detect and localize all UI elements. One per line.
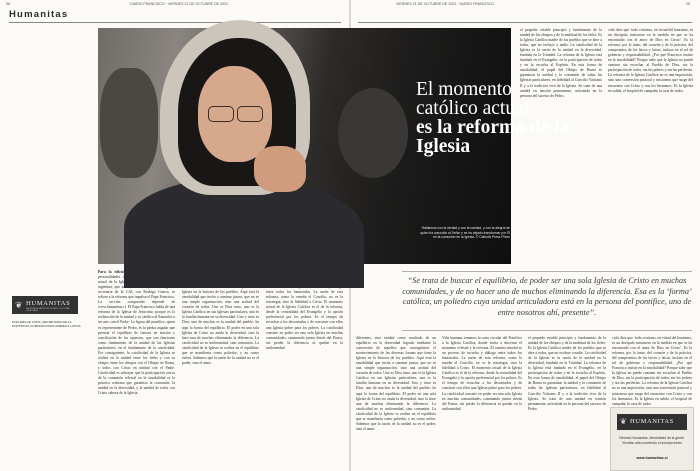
eagle-icon: ❦ (15, 300, 23, 310)
article-column-5: ciclo diez que ‘todo cristiano, en virtud del bautismo, es un discípulo misionero en la medida en que se ha encontrado con el amor de Dios en Cristo’. Es la reforma, por lo tanto, del corazón y de la práctica, del compromiso de los laicos y laicas, incluso en el rol de gobierno y responsabilidad. ¿Por qué Francisco insiste en la sinodalidad? Porque sabe que la Iglesia no puede caminar sin escuchar al Pueblo de Dios, sin la participación de todos, sin los pobres y sin las periferias. La reforma de la Iglesia Católica no es una imposición, sino una conversión pastoral y misionera que surge del encuentro con Cristo y con los hermanos. Es la Iglesia en salida, el hospital de campaña, la casa de todos. (608, 28, 693, 93)
headline-line-1: El momento (416, 79, 512, 100)
article-column-1: Para la edición n°600 de Humanitas diez personalidades reflexionaron sobre el momento actual de la Iglesia. Emilce Cuda, teóloga laica argentina, que actualmente comparte el cargo de secretaria de la CAL con Rodrigo Guerra, se refiere a la reforma que impulsa el Papa Francisco. La sección compartida depende de www.humanitas.cl. El Papa Francisco habla de una reforma de la Iglesia de Jesucristo porque es la realización de la unidad y es católica al llamarlos a ser uno con el Padre. La figura del pontífice, quien es representante de Pedro, es la piedra angular que permite el equilibrio de fuerzas en tensión y conciliación de los opuestos, que son funciones como fundamento de la unidad de las Iglesias particulares, en el fundamento de la catolicidad. Por consiguiente, la catolicidad de la Iglesia se realiza en la unidad entre los fieles y con su obispo; entre los obispos con el Obispo de Roma, y todos con Cristo en unidad con el Padre. Catolicidad es subrayar que la participación activa de la comunión eclesial en la sinodalidad es la práctica cristiana que garantiza la comunión, la unidad en la diversidad, y la unidad de todos con Cristo cabeza de la Iglesia. (98, 270, 175, 396)
ad-logo (617, 414, 687, 430)
pull-quote-rule-top (402, 271, 692, 272)
eagle-icon: ❦ (620, 417, 627, 426)
pull-quote: “Se trata de buscar el equilibrio, de poder ser una sola Iglesia de Cristo en muchas comunidades, y de no hacer uno de muchos eliminando la diferencia. Esa es la ‘forma’ católica, un poliedro cuya unidad articuladora está en la persona del pontífice, uno de entre nosotros ahí, presente”. (402, 276, 692, 317)
section-head: Humanitas (9, 9, 69, 20)
ad-logo-wordmark: HUMANITAS (630, 418, 674, 425)
headline-line-2: católico actual (416, 98, 530, 119)
pull-quote-rule-bottom (402, 330, 692, 331)
left-page-number: 96 (6, 2, 10, 6)
byline: POR EMILCE CUDA, SECRETARIA DE LA PONTIFICIA COMISIÓN PARA AMÉRICA LATINA (12, 320, 81, 329)
article-column-6: diferentes, sino unidad como resultado de un equilibrio en la diversidad logrado mediante la conversión de aquellos que conseguimos el acontecimiento de las diversas formas que tiene la Iglesia en la historia de los pueblos. Aquí está la sinodalidad que invita a caminar juntos, que no es una simple organización, sino una actitud del corazón de todos. Uno es Dios trino, uno es la Iglesia Católica en sus Iglesias particulares, una es la familia humana en su diversidad. Uno y trino es Dios, uno de muchos es la unidad del pueblo: he aquí la forma del equilibrio. El poder en una sola Iglesia de Cristo no anula la diversidad, sino la hace una de muchas eliminando la diferencia. La catolicidad no es uniformidad, sino comunión. La catolicidad de la Iglesia se realiza en el equilibrio que se manifiesta como poliedro, y no como esfera. Sabemos que la razón de la unidad no es el poder, sino el amor. (356, 336, 436, 431)
subscription-ad[interactable] (610, 407, 694, 471)
photo-clasped-hands (254, 146, 306, 192)
logo-wordmark: HUMANITAS (26, 300, 71, 307)
right-page-number: 25 (686, 2, 690, 6)
right-top-rule (358, 22, 692, 23)
article-column-9: ciclo diez que ‘todo cristiano, en virtud del bautismo, es un discípulo misionero en la medida en que se ha encontrado con el amor de Dios en Cristo’. Es la reforma, por lo tanto, del corazón y de la práctica, del compromiso de los laicos y laicas, incluso en el rol de gobierno y responsabilidad. ¿Por qué Francisco insiste en la sinodalidad? Porque sabe que la Iglesia no puede caminar sin escuchar al Pueblo de Dios, sin la participación de todos, sin los pobres y sin las periferias. La reforma de la Iglesia Católica no es una imposición, sino una conversión pastoral y misionera que surge del encuentro con Cristo y con los hermanos. Es la Iglesia en salida, el hospital de campaña, la casa de todos. (612, 336, 692, 406)
article-column-4: el pequeño estable principio y fundamento de la unidad de los obispos y de la multitud de los fieles. Es la Iglesia Católica madre de los pueblos que se abre a todos, que no excluye a nadie. La catolicidad de la Iglesia es la razón de la unidad en la diversidad, fundada en la Trinidad. La reforma de la Iglesia está fundada en el Evangelio, en la participación de todos y en la escucha al Espíritu. En esta forma de sinodalidad, el papel del Obispo de Roma es garantizar la unidad y la comunión de todas las Iglesias particulares, en fidelidad al Concilio Vaticano II y a la tradición viva de la Iglesia. Se trata de una unidad en tensión permanente, articulada en la persona del sucesor de Pedro. (520, 28, 602, 98)
ad-text: Revista Humanitas. Mentalidad de la gente. Vendido allá conviendo el suscripciones (619, 436, 685, 445)
photo-caption: Hablamos con la verdad y con la caridad, y con la alegría de quien ha conocido al Señor y se ha dejado transformar por Él en la comunión de la Iglesia. © Catholic Press Photo (420, 226, 510, 240)
logo-subtitle: REVISTA DE ANTROPOLOGÍA Y CULTURA CRISTIANA (26, 308, 70, 312)
photo-glasses (206, 106, 264, 122)
photo-background-figure (100, 68, 158, 178)
right-folio: VIERNES 21 DE OCTUBRE DE 2022 · DIARIO FRANCISCO (396, 2, 495, 6)
humanitas-logo (12, 296, 78, 314)
article-column-7: Vida humana, tenemos la carta circular del Pontífice a la Iglesia Católica, donde invita a discernir el momento eclesial y la reforma. El camino sinodal es un proceso de escucha y diálogo entre todos los bautizados. La razón de esta reforma, como lo enseña el Concilio, no es la estrategia, sino la fidelidad a Cristo. El momento actual de la Iglesia Católica es el de la reforma, desde la centralidad del Evangelio y la opción preferencial por los pobres. Es el tiempo de escuchar a los descartados y de construir con ellos una Iglesia pobre para los pobres. La catolicidad consiste en poder ser una sola Iglesia en muchas comunidades, caminando juntos detrás del Pastor, sin perder la diferencia ni quedar en la uniformidad. (442, 336, 522, 411)
headline-emphasis: es la reforma de la Iglesia (416, 117, 570, 157)
article-column-8: el pequeño estable principio y fundamento de la unidad de los obispos y de la multitud de los fieles. Es la Iglesia Católica madre de los pueblos que se abre a todos, que no excluye a nadie. La catolicidad de la Iglesia es la razón de la unidad en la diversidad, fundada en la Trinidad. La reforma de la Iglesia está fundada en el Evangelio, en la participación de todos y en la escucha al Espíritu. En esta forma de sinodalidad, el papel del Obispo de Roma es garantizar la unidad y la comunión de todas las Iglesias particulares, en fidelidad al Concilio Vaticano II y a la tradición viva de la Iglesia. Se trata de una unidad en tensión permanente, articulada en la persona del sucesor de Pedro. (528, 336, 606, 411)
article-column-2: diferentes, sino unidad como resultado de un equilibrio en la diversidad logrado mediante la conversión de aquellos que conseguimos el acontecimiento de las diversas formas que tiene la Iglesia en la historia de los pueblos. Aquí está la sinodalidad que invita a caminar juntos, que no es una simple organización, sino una actitud del corazón de todos. Uno es Dios trino, uno es la Iglesia Católica en sus Iglesias particulares, una es la familia humana en su diversidad. Uno y trino es Dios, uno de muchos es la unidad del pueblo: he aquí la forma del equilibrio. El poder en una sola Iglesia de Cristo no anula la diversidad, sino la hace una de muchas eliminando la diferencia. La catolicidad no es uniformidad, sino comunión. La catolicidad de la Iglesia se realiza en el equilibrio que se manifiesta como poliedro, y no como esfera. Sabemos que la razón de la unidad no es el poder, sino el amor. (182, 270, 259, 365)
photo-background-head (338, 88, 408, 178)
article-column-3: Vida humana, tenemos la carta circular del Pontífice a la Iglesia Católica, donde invita a discernir el momento eclesial y la reforma. El camino sinodal es un proceso de escucha y diálogo entre todos los bautizados. La razón de esta reforma, como lo enseña el Concilio, no es la estrategia, sino la fidelidad a Cristo. El momento actual de la Iglesia Católica es el de la reforma, desde la centralidad del Evangelio y la opción preferencial por los pobres. Es el tiempo de escuchar a los descartados y de construir con ellos una Iglesia pobre para los pobres. La catolicidad consiste en poder ser una sola Iglesia en muchas comunidades, caminando juntos detrás del Pastor, sin perder la diferencia ni quedar en la uniformidad. (266, 270, 343, 350)
left-folio: DIARIO FRANCISCO · VIERNES 21 DE OCTUBRE DE 2022 (130, 2, 229, 6)
section-rule (9, 22, 341, 23)
ad-url-link[interactable]: www.humanitas.cl (636, 456, 668, 460)
